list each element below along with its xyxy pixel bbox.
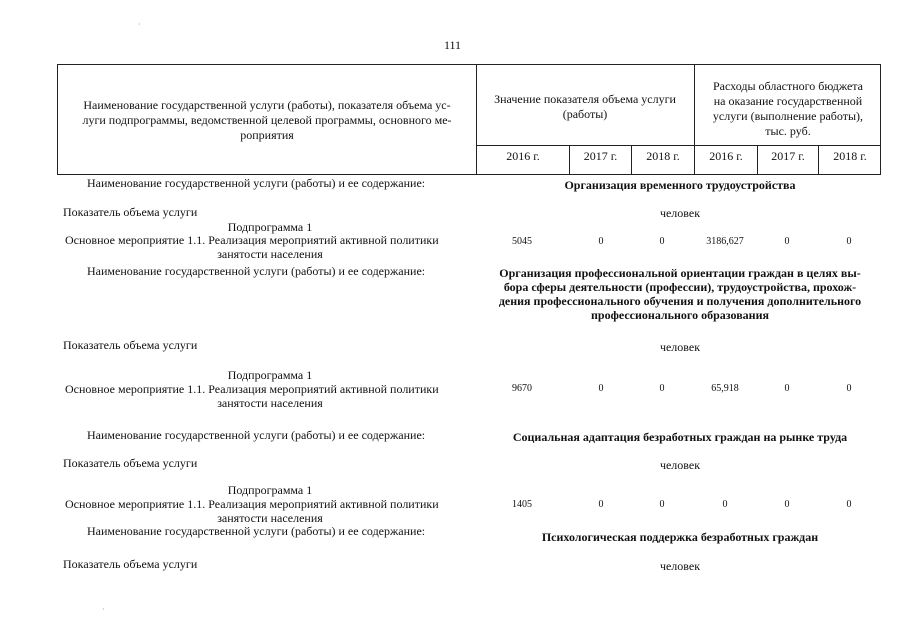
- value-2017: 0: [598, 236, 604, 247]
- service-name-label: Наименование государственной услуги (работы) и ее содержание:: [87, 524, 426, 538]
- header-budget-expenses: Расходы областного бюджета на оказание государственной услуги (выполнение работы), тыс. руб.: [712, 79, 864, 138]
- scan-speck: ·: [102, 605, 105, 614]
- subprogram-label: Подпрограмма 1: [227, 368, 313, 382]
- unit-label: человек: [659, 559, 701, 573]
- subprogram-label: Подпрограмма 1: [227, 483, 313, 497]
- year-2018-value: 2018 г.: [646, 149, 680, 163]
- value-2016: 1405: [512, 499, 532, 510]
- value-2016: 5045: [512, 236, 532, 247]
- value-2018: 0: [659, 236, 665, 247]
- service-title: Организация временного трудоустройства: [564, 178, 796, 192]
- indicator-label: Показатель объема услуги: [63, 557, 198, 571]
- activity-line: Основное мероприятие 1.1. Реализация мероприятий активной политики: [65, 233, 439, 247]
- service-title: Организация профессиональной ориентации граждан в целях вы- бора сферы деятельности (профессии), трудоустройства, прохож- дения профессионального обучения и получения дополнительного профессионального образования: [498, 266, 862, 322]
- expense-2018: 0: [846, 236, 852, 247]
- expense-2016: 3186,627: [706, 236, 744, 247]
- indicator-label: Показатель объема услуги: [63, 456, 198, 470]
- expense-2017: 0: [784, 236, 790, 247]
- indicator-label: Показатель объема услуги: [63, 205, 198, 219]
- unit-label: человек: [659, 206, 701, 220]
- expense-2018: 0: [846, 383, 852, 394]
- scan-speck: ·: [138, 20, 141, 29]
- service-title: Психологическая поддержка безработных граждан: [541, 530, 819, 544]
- unit-label: человек: [659, 340, 701, 354]
- value-2018: 0: [659, 383, 665, 394]
- expense-2016: 0: [722, 499, 728, 510]
- indicator-label: Показатель объема услуги: [63, 338, 198, 352]
- service-name-label: Наименование государственной услуги (работы) и ее содержание:: [87, 428, 426, 442]
- service-name-label: Наименование государственной услуги (работы) и ее содержание:: [87, 264, 426, 278]
- unit-label: человек: [659, 458, 701, 472]
- value-2017: 0: [598, 499, 604, 510]
- header-indicator-value: Значение показателя объема услуги (работы): [494, 92, 676, 121]
- expense-2018: 0: [846, 499, 852, 510]
- service-name-label: Наименование государственной услуги (работы) и ее содержание:: [87, 176, 426, 190]
- expense-2017: 0: [784, 499, 790, 510]
- value-2018: 0: [659, 499, 665, 510]
- table-header: [57, 64, 881, 175]
- service-title: Социальная адаптация безработных граждан на рынке труда: [512, 430, 848, 444]
- activity-line: занятости населения: [217, 396, 323, 410]
- activity-line: занятости населения: [217, 511, 323, 525]
- activity-line: занятости населения: [217, 247, 323, 261]
- activity-line: Основное мероприятие 1.1. Реализация мероприятий активной политики: [65, 382, 439, 396]
- expense-2017: 0: [784, 383, 790, 394]
- value-2017: 0: [598, 383, 604, 394]
- subprogram-label: Подпрограмма 1: [227, 220, 313, 234]
- year-2017-expense: 2017 г.: [771, 149, 805, 163]
- year-2016-value: 2016 г.: [506, 149, 540, 163]
- expense-2016: 65,918: [711, 383, 739, 394]
- value-2016: 9670: [512, 383, 532, 394]
- year-2017-value: 2017 г.: [583, 149, 618, 163]
- activity-line: Основное мероприятие 1.1. Реализация мероприятий активной политики: [65, 497, 439, 511]
- year-2016-expense: 2016 г.: [709, 149, 743, 163]
- header-name-column: Наименование государственной услуги (работы), показателя объема ус- луги подпрограммы, ведомственной целевой программы, основного ме- роприятия: [82, 98, 452, 142]
- year-2018-expense: 2018 г.: [833, 149, 867, 163]
- page-number: 111: [443, 38, 462, 52]
